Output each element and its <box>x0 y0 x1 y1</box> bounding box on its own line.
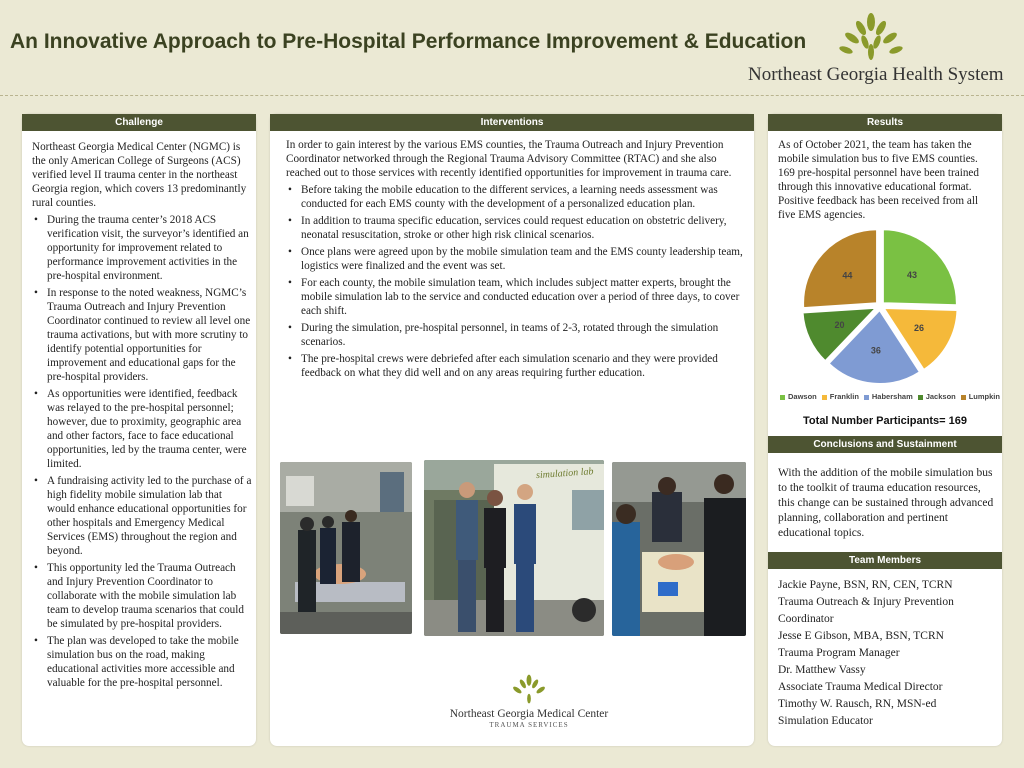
list-item: • For each county, the mobile simulation team, which includes subject matter experts, brought the mobile simulation lab to the service and conducted education over a period of three days, to cover each shift. <box>286 276 746 318</box>
challenge-heading: Challenge <box>22 114 256 131</box>
header-divider <box>0 95 1024 96</box>
list-item: • Before taking the mobile education to the different services, a learning needs assessment was conducted for each EMS county with the development of a personalized education plan. <box>286 183 746 211</box>
legend-label: Lumpkin <box>968 392 1000 401</box>
legend-swatch <box>780 395 785 400</box>
bus-sign: simulation lab <box>535 466 594 482</box>
pie-value-label: 43 <box>907 269 918 280</box>
team-line: Simulation Educator <box>778 715 873 727</box>
footer-logo <box>444 674 614 729</box>
legend-item <box>864 392 913 401</box>
footer-org-name: Northeast Georgia Medical Center <box>449 708 609 720</box>
legend-label: Dawson <box>788 392 817 401</box>
legend-swatch <box>822 395 827 400</box>
team-line: Associate Trauma Medical Director <box>778 681 943 693</box>
list-item: • During the simulation, pre-hospital personnel, in teams of 2-3, rotated through the simulation scenarios. <box>286 321 746 349</box>
leaf-logo-icon <box>507 674 551 706</box>
pie-value-label: 36 <box>870 345 881 356</box>
list-item: • This opportunity led the Trauma Outreach and Injury Prevention Coordinator to collaborate with the mobile simulation lab team to develop trauma scenarios that could be simulated by pre-hospital providers. <box>32 561 252 631</box>
team-heading: Team Members <box>768 552 1002 569</box>
participants-pie-chart <box>800 226 960 386</box>
team-line: Trauma Outreach & Injury Prevention Coordinator <box>778 596 954 625</box>
legend-swatch <box>918 395 923 400</box>
challenge-list <box>32 213 252 690</box>
pie-value-label: 20 <box>834 319 845 330</box>
conclusions-heading: Conclusions and Sustainment <box>768 436 1002 453</box>
simulation-photo-3 <box>612 462 746 636</box>
legend-item <box>822 392 859 401</box>
legend-label: Franklin <box>829 392 859 401</box>
list-item: • In addition to trauma specific education, services could request education on obstetric delivery, neonatal resuscitation, stroke or other high risk clinical scenarios. <box>286 214 746 242</box>
results-heading: Results <box>768 114 1002 131</box>
team-line: Jesse E Gibson, MBA, BSN, TCRN <box>778 630 944 642</box>
legend-label: Habersham <box>871 392 913 401</box>
chart-legend <box>780 392 1000 401</box>
list-item: • The plan was developed to take the mobile simulation bus on the road, making educational activities more accessible and valuable for the pre-hospital personnel. <box>32 634 252 690</box>
interventions-body <box>286 138 746 383</box>
legend-item <box>780 392 817 401</box>
leaf-logo-icon <box>838 12 904 64</box>
pie-slice-dawson <box>883 229 957 305</box>
list-item: • During the trauma center’s 2018 ACS verification visit, the surveyor’s identified an opportunity for improvement related to performance improvement activities in the pre-hospital environment. <box>32 213 252 283</box>
results-text: As of October 2021, the team has taken the mobile simulation bus to five EMS counties. 169 pre-hospital personnel have been trained through this innovative educational format. Positive feedback has been received from all five EMS agencies. <box>778 139 979 221</box>
team-line: Dr. Matthew Vassy <box>778 664 866 676</box>
team-list <box>778 577 1000 730</box>
simulation-photo-1 <box>280 462 412 634</box>
org-name: Northeast Georgia Health System <box>748 64 1004 85</box>
legend-item <box>961 392 1000 401</box>
team-line: Trauma Program Manager <box>778 647 900 659</box>
interventions-intro: In order to gain interest by the various EMS counties, the Trauma Outreach and Injury Prevention Coordinator networked through the Regional Trauma Advisory Committee (RTAC) and she also reached out to those services with recently identified opportunities for improvement in trauma care. <box>286 139 732 179</box>
pie-value-label: 26 <box>913 322 924 333</box>
team-line: Jackie Payne, BSN, RN, CEN, TCRN <box>778 579 953 591</box>
legend-swatch <box>864 395 869 400</box>
legend-item <box>918 392 956 401</box>
footer-org-subtitle: TRAUMA SERVICES <box>489 721 569 729</box>
list-item: • As opportunities were identified, feedback was relayed to the pre-hospital personnel; however, due to proximity, geographic area and other factors, face to face educational opportunities, led by the trauma center, were limited. <box>32 387 252 471</box>
list-item: • The pre-hospital crews were debriefed after each simulation scenario and they were provided feedback on what they did well and on any areas requiring further education. <box>286 352 746 380</box>
simulation-bus-team-photo <box>424 460 604 636</box>
total-participants: Total Number Participants= 169 <box>803 415 967 427</box>
legend-label: Jackson <box>925 392 956 401</box>
conclusions-text: With the addition of the mobile simulation bus to the toolkit of trauma education resources, this change can be sustained through advanced planning, collaboration and pertinent educational topics. <box>778 467 994 539</box>
poster-title: An Innovative Approach to Pre-Hospital Performance Improvement & Education <box>10 30 807 53</box>
challenge-intro: Northeast Georgia Medical Center (NGMC) is the only American College of Surgeons (ACS) verified level II trauma center in the northeast Georgia region, which covers 13 predominantly rural counties. <box>32 141 247 209</box>
pie-value-label: 44 <box>842 270 853 281</box>
list-item: • Once plans were agreed upon by the mobile simulation team and the EMS county leadership team, logistics were finalized and the event was set. <box>286 245 746 273</box>
pie-slice-lumpkin <box>803 229 877 308</box>
challenge-body <box>32 140 252 693</box>
interventions-heading: Interventions <box>270 114 754 131</box>
list-item: • In response to the noted weakness, NGMC’s Trauma Outreach and Injury Prevention Coordinator continued to review all level one trauma activations, but with more scrutiny to identify potential opportunities for improvement and educational gaps for the pre-hospital providers. <box>32 286 252 384</box>
interventions-list <box>286 183 746 380</box>
list-item: • A fundraising activity led to the purchase of a high fidelity mobile simulation lab that would enhance educational opportunities for other hospitals and Emergency Medical Services (EMS) throughout the region and beyond. <box>32 474 252 558</box>
legend-swatch <box>961 395 966 400</box>
poster-header <box>0 0 1024 96</box>
team-line: Timothy W. Rausch, RN, MSN-ed <box>778 698 937 710</box>
